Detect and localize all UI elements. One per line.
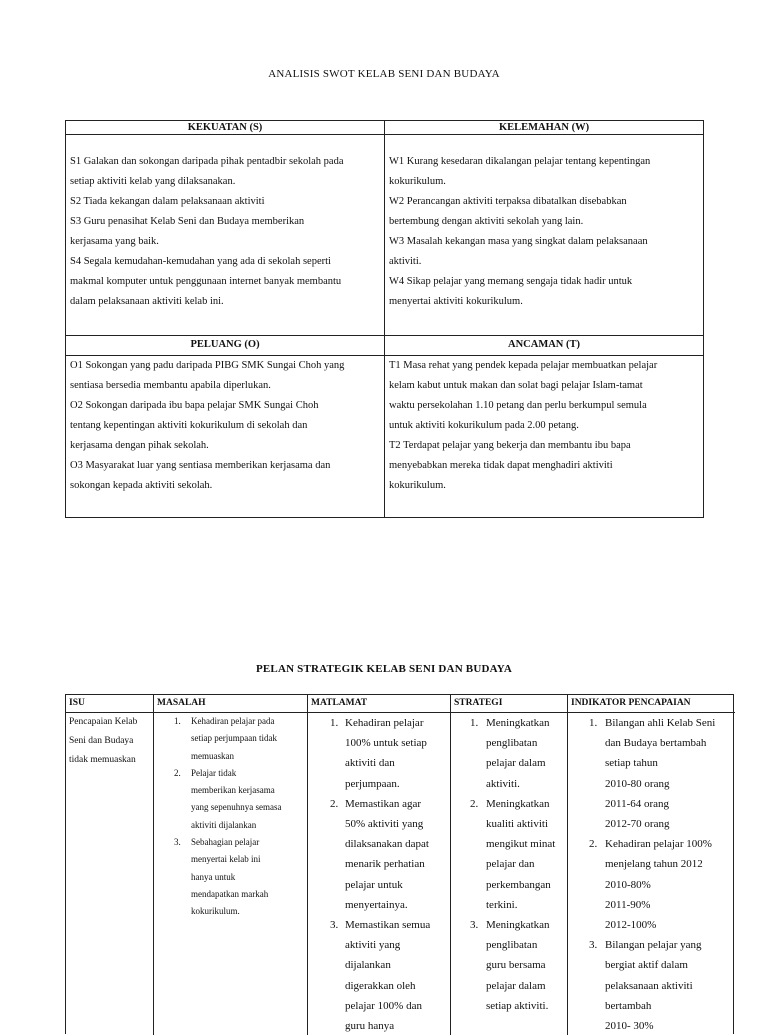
list-item	[154, 834, 307, 920]
list-line: digerakkan oleh	[345, 979, 416, 992]
masalah-column	[154, 695, 308, 1035]
list-line: menarik perhatian	[345, 858, 425, 871]
strategi-column	[451, 695, 568, 1035]
list-line: Sebahagian pelajar	[191, 837, 260, 848]
list-item	[451, 713, 567, 794]
strength-line: setiap aktiviti kelab yang dilaksanakan.	[70, 176, 236, 187]
strength-line: S4 Segala kemudahan-kemudahan yang ada di sekolah seperti	[70, 256, 331, 267]
list-line: bertambah	[605, 999, 652, 1012]
strength-line: S1 Galakan dan sokongan daripada pihak pentadbir sekolah pada	[70, 156, 344, 167]
list-line: pelajar dalam	[486, 979, 546, 992]
list-number: 2.	[330, 797, 339, 810]
list-line: perkembangan	[486, 878, 551, 891]
strength-line: kerjasama yang baik.	[70, 236, 159, 247]
list-number: 3.	[589, 939, 598, 952]
weakness-line: kokurikulum.	[389, 176, 446, 187]
isu-line: Seni dan Budaya	[69, 736, 134, 746]
list-line: setiap perjumpaan tidak	[191, 733, 277, 744]
list-line: hanya untuk	[191, 871, 236, 882]
opportunity-line: O2 Sokongan daripada ibu bapa pelajar SMK Sungai Choh	[70, 400, 319, 411]
list-number: 1.	[174, 716, 181, 726]
threat-line: kokurikulum.	[389, 480, 446, 491]
opportunities-header: PELUANG (O)	[66, 336, 385, 356]
list-line: pelajar dalam	[486, 757, 546, 770]
list-line: 100% untuk setiap	[345, 737, 427, 750]
matlamat-header: MATLAMAT	[308, 695, 450, 713]
opportunity-line: sokongan kepada aktiviti sekolah.	[70, 480, 213, 491]
plan-title: PELAN STRATEGIK KELAB SENI DAN BUDAYA	[255, 663, 513, 675]
indikator-column	[568, 695, 735, 1035]
list-line: mendapatkan markah	[191, 888, 269, 899]
list-line: Kehadiran pelajar	[345, 717, 424, 729]
list-item	[308, 915, 450, 1036]
threat-line: untuk aktiviti kokurikulum pada 2.00 petang.	[389, 420, 579, 431]
list-line: perjumpaan.	[345, 777, 400, 790]
list-line: pelajar dan	[486, 858, 535, 871]
matlamat-list	[308, 713, 450, 1036]
weakness-line: W2 Perancangan aktiviti terpaksa dibatalkan disebabkan	[389, 196, 627, 207]
list-line: aktiviti.	[486, 777, 520, 790]
list-line: Kehadiran pelajar pada	[191, 716, 275, 726]
list-item	[568, 935, 735, 1036]
strength-line: makmal komputer untuk penggunaan internet banyak membantu	[70, 276, 342, 287]
opportunity-line: tentang kepentingan aktiviti kokurikulum di sekolah dan	[70, 420, 308, 431]
list-item	[451, 915, 567, 1016]
strategic-plan-table	[65, 694, 734, 1034]
threats-header: ANCAMAN (T)	[385, 336, 703, 356]
threat-line: waktu persekolahan 1.10 petang dan perlu berkumpul semula	[389, 400, 647, 411]
list-line: Meningkatkan	[486, 919, 550, 932]
list-line: Meningkatkan	[486, 797, 550, 810]
list-line: menjelang tahun 2012	[605, 858, 703, 871]
matlamat-column	[308, 695, 451, 1035]
list-item	[308, 794, 450, 915]
list-number: 1.	[330, 717, 339, 729]
list-item	[154, 713, 307, 765]
list-item	[154, 765, 307, 834]
weakness-line: W1 Kurang kesedaran dikalangan pelajar tentang kepentingan	[389, 156, 651, 167]
threats-cell	[385, 356, 703, 517]
list-line: dan Budaya bertambah	[605, 737, 707, 750]
list-item	[451, 794, 567, 915]
indikator-header: INDIKATOR PENCAPAIAN	[568, 695, 735, 713]
list-line: kokurikulum.	[191, 906, 240, 917]
strategi-list	[451, 713, 567, 1016]
list-item	[308, 713, 450, 794]
list-line: Meningkatkan	[486, 717, 550, 729]
strength-line: dalam pelaksanaan aktiviti kelab ini.	[70, 296, 224, 307]
threat-line: kelam kabut untuk makan dan solat bagi pelajar Islam-tamat	[389, 380, 643, 391]
list-line: Pelajar tidak	[191, 767, 237, 778]
opportunity-line: sentiasa bersedia membantu apabila diperlukan.	[70, 380, 271, 391]
list-line: 50% aktiviti yang	[345, 818, 424, 831]
threat-line: T2 Terdapat pelajar yang bekerja dan membantu ibu bapa	[389, 440, 631, 451]
strength-line: S3 Guru penasihat Kelab Seni dan Budaya memberikan	[70, 216, 305, 227]
list-line: kualiti aktiviti	[486, 818, 549, 831]
weakness-line: menyertai aktiviti kokurikulum.	[389, 296, 523, 307]
list-number: 2.	[589, 838, 598, 851]
list-line: 2012-70 orang	[605, 818, 670, 831]
list-line: menyertai kelab ini	[191, 854, 261, 865]
isu-cell	[66, 713, 153, 770]
isu-line: Pencapaian Kelab	[69, 717, 138, 727]
list-line: memuaskan	[191, 750, 234, 761]
list-line: 2010- 30%	[605, 1020, 654, 1033]
strengths-header: KEKUATAN (S)	[66, 121, 385, 135]
list-item	[568, 713, 735, 834]
list-line: Memastikan semua	[345, 919, 431, 932]
list-number: 1.	[589, 717, 598, 729]
list-line: menyertainya.	[345, 898, 408, 911]
indikator-list	[568, 713, 735, 1036]
opportunities-cell	[66, 356, 385, 517]
list-line: setiap tahun	[605, 757, 658, 770]
weakness-line: W4 Sikap pelajar yang memang sengaja tidak hadir untuk	[389, 276, 633, 287]
masalah-header: MASALAH	[154, 695, 307, 713]
list-line: pelajar 100% dan	[345, 999, 422, 1012]
strength-line: S2 Tiada kekangan dalam pelaksanaan aktiviti	[70, 196, 265, 207]
list-line: 2010-80%	[605, 878, 651, 891]
list-line: Kehadiran pelajar 100%	[605, 838, 712, 851]
list-line: aktiviti yang	[345, 939, 401, 952]
list-line: dijalankan	[345, 959, 391, 972]
opportunity-line: O3 Masyarakat luar yang sentiasa memberikan kerjasama dan	[70, 460, 331, 471]
list-line: Bilangan ahli Kelab Seni	[605, 717, 716, 729]
list-line: 2011-90%	[605, 898, 651, 911]
list-line: 2010-80 orang	[605, 777, 670, 790]
weaknesses-header: KELEMAHAN (W)	[385, 121, 703, 135]
list-number: 1.	[470, 717, 479, 729]
list-line: terkini.	[486, 898, 518, 911]
strategi-header: STRATEGI	[451, 695, 567, 713]
isu-line: tidak memuaskan	[69, 755, 136, 765]
list-line: aktiviti dijalankan	[191, 819, 257, 830]
list-line: guru hanya	[345, 1020, 395, 1033]
swot-table	[65, 120, 704, 518]
list-number: 2.	[470, 797, 479, 810]
threat-line: T1 Masa rehat yang pendek kepada pelajar membuatkan pelajar	[389, 360, 658, 371]
isu-header: ISU	[66, 695, 153, 713]
isu-column	[66, 695, 154, 1035]
list-number: 3.	[470, 919, 479, 932]
list-line: pelajar untuk	[345, 878, 403, 891]
list-line: pelaksanaan aktiviti	[605, 979, 693, 992]
list-number: 3.	[174, 837, 181, 848]
list-number: 3.	[330, 919, 339, 932]
list-line: aktiviti dan	[345, 757, 395, 770]
list-line: guru bersama	[486, 959, 546, 972]
list-line: memberikan kerjasama	[191, 785, 275, 796]
weaknesses-cell	[385, 135, 703, 336]
list-line: Bilangan pelajar yang	[605, 939, 702, 952]
threat-line: menyebabkan mereka tidak dapat menghadiri aktiviti	[389, 460, 613, 471]
list-line: Memastikan agar	[345, 797, 422, 810]
list-line: setiap aktiviti.	[486, 999, 549, 1012]
list-line: dilaksanakan dapat	[345, 838, 429, 851]
swot-title: ANALISIS SWOT KELAB SENI DAN BUDAYA	[268, 68, 500, 80]
list-item	[568, 834, 735, 935]
list-line: yang sepenuhnya semasa	[191, 802, 282, 813]
strengths-cell	[66, 135, 385, 336]
weakness-line: W3 Masalah kekangan masa yang singkat dalam pelaksanaan	[389, 236, 648, 247]
opportunity-line: O1 Sokongan yang padu daripada PIBG SMK Sungai Choh yang	[70, 360, 345, 371]
list-line: 2011-64 orang	[605, 797, 670, 810]
masalah-list	[154, 713, 307, 921]
list-line: bergiat aktif dalam	[605, 959, 688, 972]
opportunity-line: kerjasama dengan pihak sekolah.	[70, 440, 209, 451]
list-line: penglibatan	[486, 939, 538, 952]
list-line: 2012-100%	[605, 919, 657, 932]
list-number: 2.	[174, 767, 181, 778]
list-line: mengikut minat	[486, 838, 556, 851]
list-line: penglibatan	[486, 737, 538, 750]
weakness-line: bertembung dengan aktiviti sekolah yang lain.	[389, 216, 584, 227]
weakness-line: aktiviti.	[389, 256, 422, 267]
